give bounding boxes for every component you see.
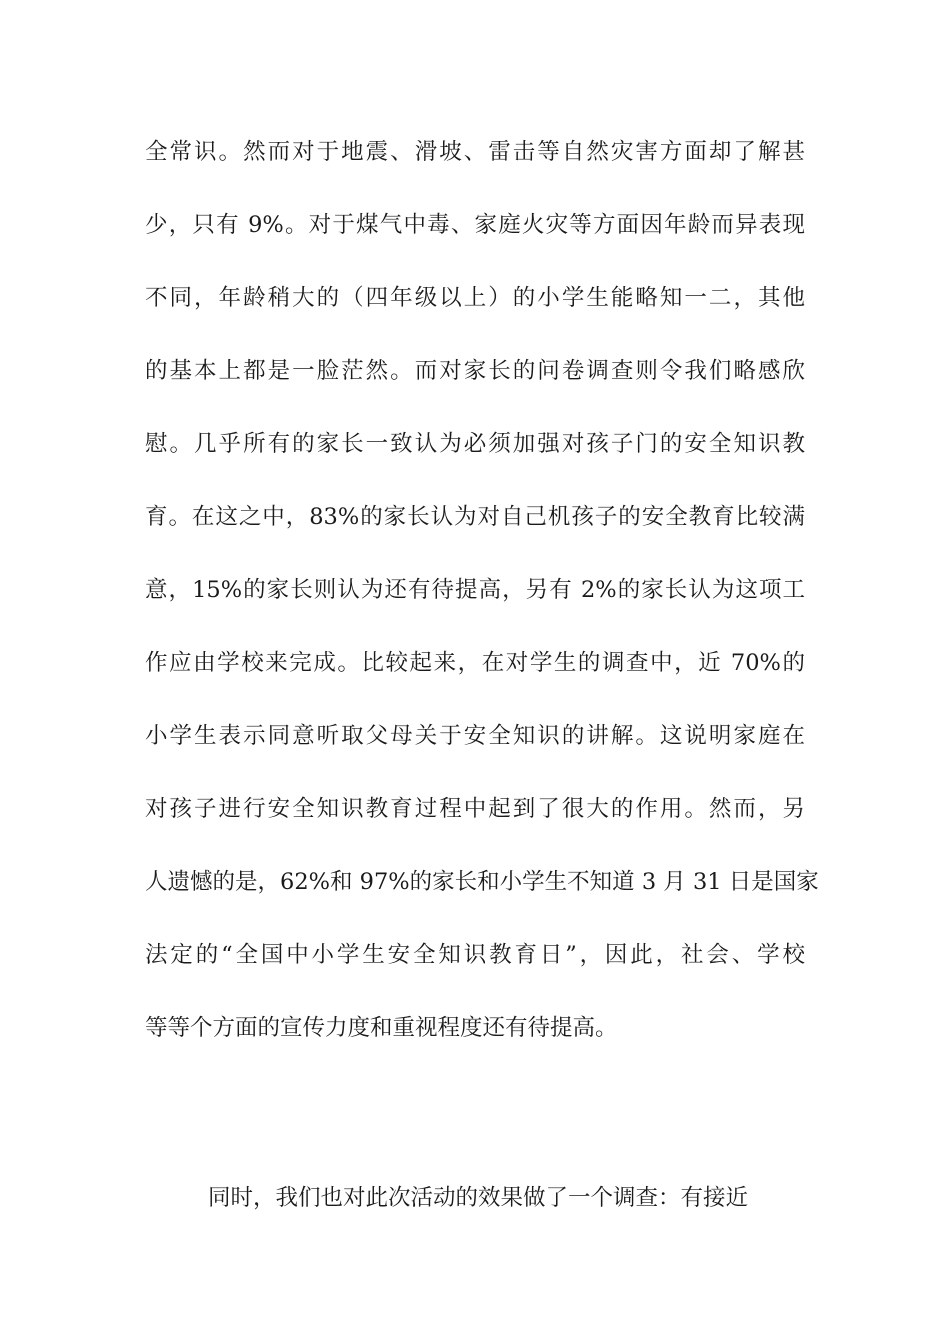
paragraph-1-line-11: 人遗憾的是，62%和 97%的家长和小学生不知道 3 月 31 日是国家 [145, 869, 819, 895]
paragraph-1-line-4: 的基本上都是一脸茫然。而对家长的问卷调查则令我们略感欣 [145, 358, 805, 384]
paragraph-2-line-1: 同时，我们也对此次活动的效果做了一个调查：有接近 [208, 1185, 749, 1211]
paragraph-1-line-3: 不同，年龄稍大的（四年级以上）的小学生能略知一二，其他 [145, 285, 805, 311]
paragraph-1-line-10: 对孩子进行安全知识教育过程中起到了很大的作用。然而，另 [145, 796, 805, 822]
paragraph-1-line-9: 小学生表示同意听取父母关于安全知识的讲解。这说明家庭在 [145, 723, 805, 749]
paragraph-1-line-12: 法定的“全国中小学生安全知识教育日”，因此，社会、学校 [145, 942, 805, 968]
paragraph-1-line-2: 少，只有 9%。对于煤气中毒、家庭火灾等方面因年龄而异表现 [145, 212, 805, 238]
paragraph-1-line-8: 作应由学校来完成。比较起来，在对学生的调查中，近 70%的 [145, 650, 805, 676]
paragraph-1-line-1: 全常识。然而对于地震、滑坡、雷击等自然灾害方面却了解甚 [145, 139, 805, 165]
paragraph-1-line-5: 慰。几乎所有的家长一致认为必须加强对孩子门的安全知识教 [145, 431, 805, 457]
paragraph-1-line-6: 育。在这之中，83%的家长认为对自己机孩子的安全教育比较满 [145, 504, 805, 530]
paragraph-1-line-7: 意，15%的家长则认为还有待提高，另有 2%的家长认为这项工 [145, 577, 805, 603]
paragraph-1-line-13: 等等个方面的宣传力度和重视程度还有待提高。 [145, 1015, 618, 1041]
